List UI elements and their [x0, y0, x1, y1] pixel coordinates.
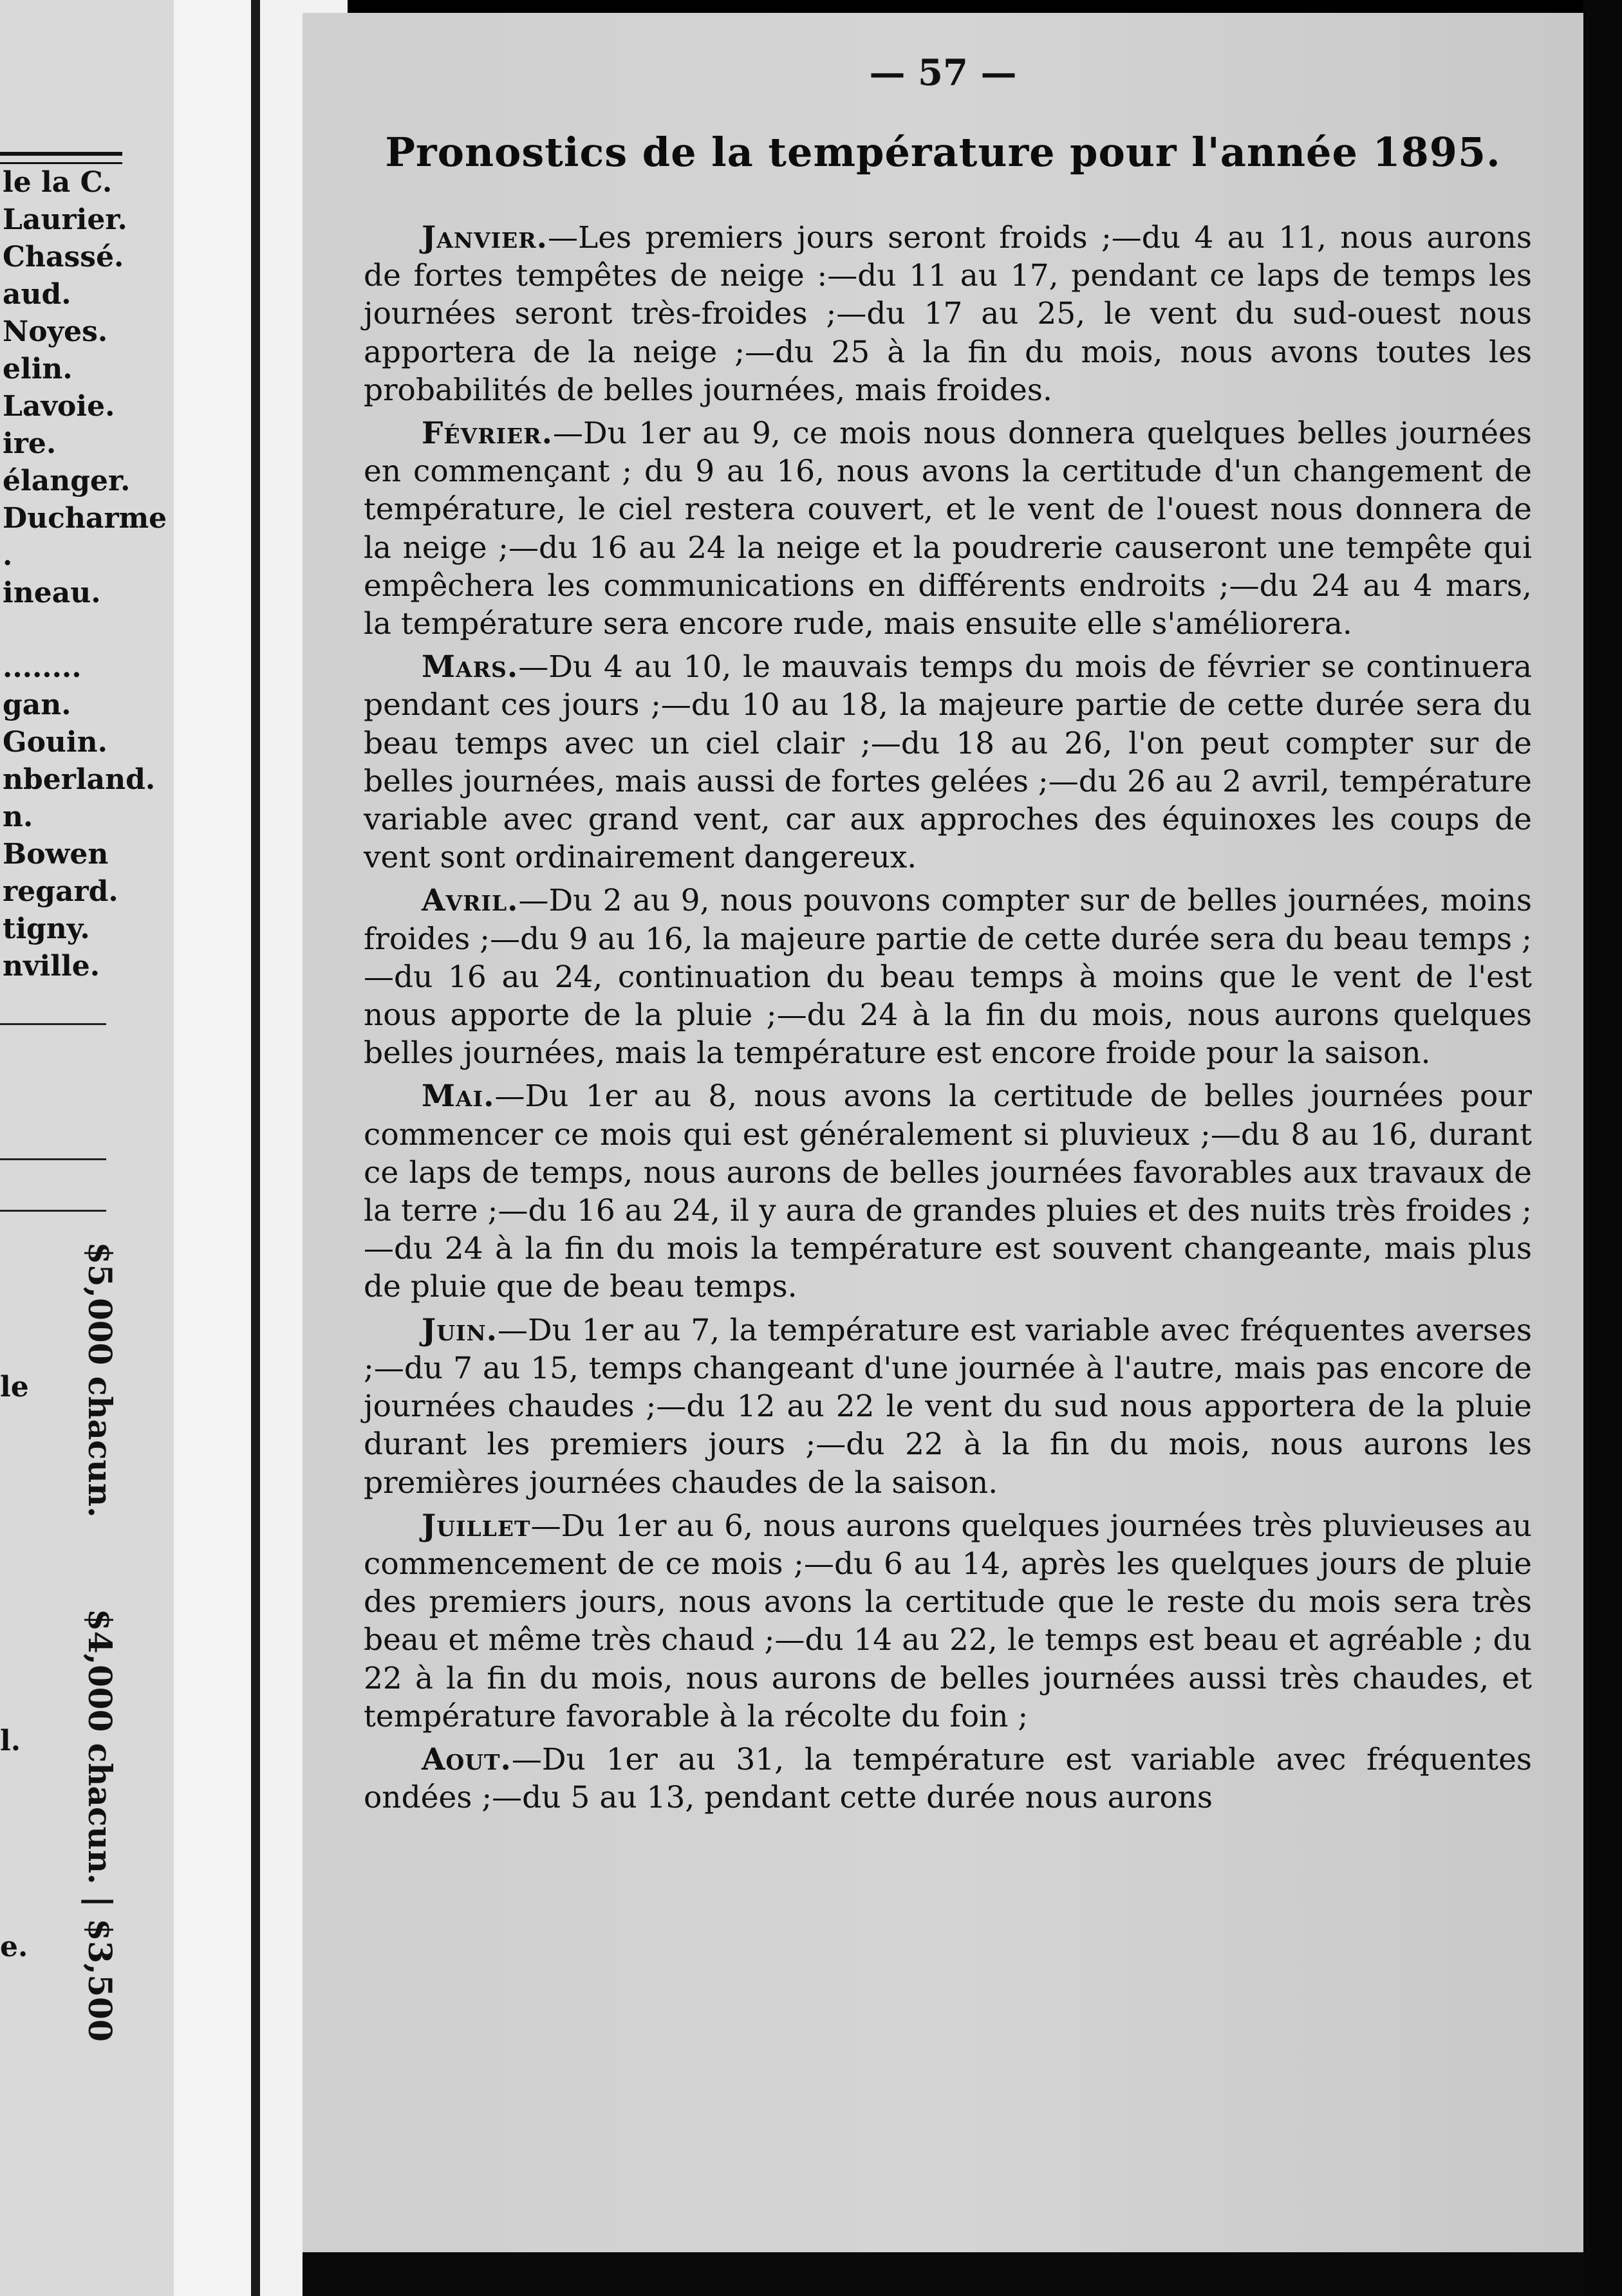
list-item: ire. [3, 427, 57, 460]
list-item: élanger. [3, 465, 131, 497]
list-item: le la C. [3, 166, 113, 199]
list-item: nville. [3, 950, 100, 983]
list-item: Ducharme [3, 502, 167, 535]
page-number: — 57 — [869, 51, 1017, 94]
entry-text: —Du 1er au 7, la température est variable avec fréquentes averses ;—du 7 au 15, temps changeant d'une journée à l'autre, mais pas encore de journées chaudes ;—du 12 au 22 le vent du sud nous apportera de la pluie durant les premiers jours ;—du 22 à la fin du mois, nous aurons les premières journées chaudes de la saison. [364, 1312, 1532, 1501]
side-fragment: e. [0, 1930, 28, 1963]
entry-text: —Du 4 au 10, le mauvais temps du mois de février se continuera pendant ces jours ;—du 10 au 18, la majeure partie de cette durée sera du beau temps avec un ciel clair ;—du 18 au 26, l'on peut compter sur de belles journées, mais aussi de fortes gelées ;—du 26 au 2 avril, température variable avec grand vent, car aux approches des équinoxes les coups de vent sont ordinairement dangereux. [364, 649, 1532, 876]
list-item: n. [3, 801, 33, 833]
list-item: Lavoie. [3, 390, 115, 423]
list-item: aud. [3, 278, 71, 311]
list-item [3, 612, 167, 649]
side-fragment: le [0, 1371, 29, 1403]
month-label: Mars. [422, 649, 519, 685]
price-label: $4,000 chacun. | $3,500 [81, 1609, 119, 2042]
list-item: Bowen [3, 838, 109, 871]
list-item: Gouin. [3, 726, 107, 759]
price-label: $5,000 chacun. [81, 1242, 119, 1518]
month-entry-avril [364, 882, 1532, 1072]
scan-border [1583, 0, 1622, 2296]
page-gutter-shadow [251, 0, 260, 2296]
page-title: Pronostics de la température pour l'année 1895. [385, 129, 1501, 176]
document-page [303, 13, 1583, 2252]
list-item: ineau. [3, 577, 101, 609]
entry-text: —Les premiers jours seront froids ;—du 4 au 11, nous aurons de fortes tempêtes de neige :—du 11 au 17, pendant ce laps de temps les journées seront très-froides ;—du 17 au 25, le vent du sud-ouest nous apportera de la neige ;—du 25 à la fin du mois, nous avons toutes les probabilités de belles journées, mais froides. [364, 220, 1532, 408]
rule-line [0, 1210, 106, 1212]
list-item: ........ [3, 651, 82, 684]
previous-page-fragment [0, 0, 174, 2296]
entry-text: —Du 1er au 9, ce mois nous donnera quelques belles journées en commençant ; du 9 au 16, nous avons la certitude d'un changement de température, le ciel restera couvert, et le vent de l'ouest nous donnera de la neige ;—du 16 au 24 la neige et la poudrerie causeront une tempête qui empêchera les communications en différents endroits ;—du 24 au 4 mars, la température sera encore rude, mais ensuite elle s'améliorera. [364, 416, 1532, 642]
month-entry-fevrier [364, 414, 1532, 643]
month-entry-aout [364, 1741, 1532, 1817]
month-label: Juin. [422, 1312, 498, 1348]
month-label: Mai. [422, 1079, 495, 1115]
side-fragment: l. [0, 1725, 21, 1757]
list-item: Noyes. [3, 315, 108, 348]
month-entry-janvier [364, 219, 1532, 409]
list-item: Chassé. [3, 241, 124, 273]
rule-line [0, 1023, 106, 1025]
month-label: Janvier. [422, 220, 548, 255]
list-item: Laurier. [3, 203, 127, 236]
month-entry-juillet [364, 1507, 1532, 1736]
list-item: nberland. [3, 763, 156, 796]
entry-text: —Du 1er au 31, la température est variable avec fréquentes ondées ;—du 5 au 13, pendant cette durée nous aurons [364, 1741, 1532, 1816]
month-label: Avril. [422, 883, 519, 919]
list-item: . [3, 539, 13, 572]
entry-text: —Du 1er au 6, nous aurons quelques journées très pluvieuses au commencement de ce mois ;—du 6 au 14, après les quelques jours de pluie des premiers jours, nous avons la certitude que le reste du mois sera très beau et même très chaud ;—du 14 au 22, le temps est beau et agréable ; du 22 à la fin du mois, nous aurons de belles journées aussi très chaudes, et température favorable à la récolte du foin ; [364, 1508, 1532, 1734]
entry-text: —Du 2 au 9, nous pouvons compter sur de belles journées, moins froides ;—du 9 au 16, la majeure partie de cette durée sera du beau temps ;—du 16 au 24, continuation du beau temps à moins que le vent de l'est nous apporte de la pluie ;—du 24 à la fin du mois, nous aurons quelques belles journées, mais la température est encore froide pour la saison. [364, 883, 1532, 1071]
entry-text: —Du 1er au 8, nous avons la certitude de belles journées pour commencer ce mois qui est généralement si pluvieux ;—du 8 au 16, durant ce laps de temps, nous aurons de belles journées favorables aux travaux de la terre ;—du 16 au 24, il y aura de grandes pluies et des nuits très froides ;—du 24 à la fin du mois la température est souvent changeante, mais plus de pluie que de beau temps. [364, 1079, 1532, 1305]
month-entry-mars [364, 648, 1532, 876]
forecast-text [364, 219, 1532, 1822]
month-label: Février. [422, 416, 553, 452]
month-entry-mai [364, 1077, 1532, 1306]
month-entry-juin [364, 1311, 1532, 1502]
list-item: elin. [3, 353, 73, 385]
list-item: tigny. [3, 912, 90, 945]
month-label: Aout. [422, 1741, 512, 1777]
rule-line [0, 1158, 106, 1160]
page-gutter [174, 0, 251, 2296]
month-label: Juillet [422, 1508, 531, 1544]
scan-border [303, 2252, 1583, 2296]
list-item: gan. [3, 689, 71, 721]
name-list [3, 164, 167, 985]
list-item: regard. [3, 875, 118, 908]
rule-line [0, 152, 122, 156]
